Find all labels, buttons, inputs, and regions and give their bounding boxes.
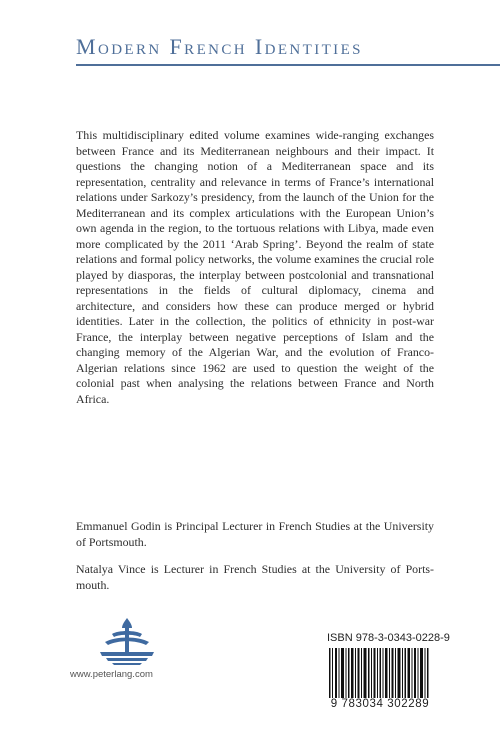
editor-bio-godin: Emmanuel Godin is Principal Lecturer in French Studies at the University of Portsmouth. — [76, 519, 434, 549]
series-title: Modern French Identities — [76, 34, 363, 59]
barcode-digits: 9 783034 302289 — [320, 698, 440, 710]
publisher-website: www.peterlang.com — [70, 669, 153, 680]
book-description: This multidisciplinary edited volume examines wide-ranging exchanges between France and its Mediterranean neighbours and their impact. It questions the changing notion of a Mediterranean space and its representation, centrality and relevance in terms of France’s international relations under Sarkozy’s presidency, from the launch of the Union for the Mediterranean and its complex articulations with the European Union’s own agenda in the region, to the tortuous relations with Libya, made even more complicated by the 2011 ‘Arab Spring’. Beyond the realm of state relations and formal policy networks, the volume examines the crucial role played by diasporas, the interplay between postcolonial and transnational representations in the fields of cultural diplomacy, cinema and architecture, and considers how these can produce merged or hybrid identities. Later in the collection, the politics of ethnicity in post-war France, the interplay between negative perceptions of Islam and the changing memory of the Algerian War, and the evolution of Franco-Algerian relations since 1962 are used to question the weight of the colonial past when analysing the relations between France and North Africa. — [76, 128, 434, 406]
editor-bio-vince: Natalya Vince is Lecturer in French Studies at the University of Portsmouth. — [76, 562, 434, 592]
header-rule — [76, 64, 500, 66]
isbn-label: ISBN 978-3-0343-0228-9 — [327, 632, 450, 644]
